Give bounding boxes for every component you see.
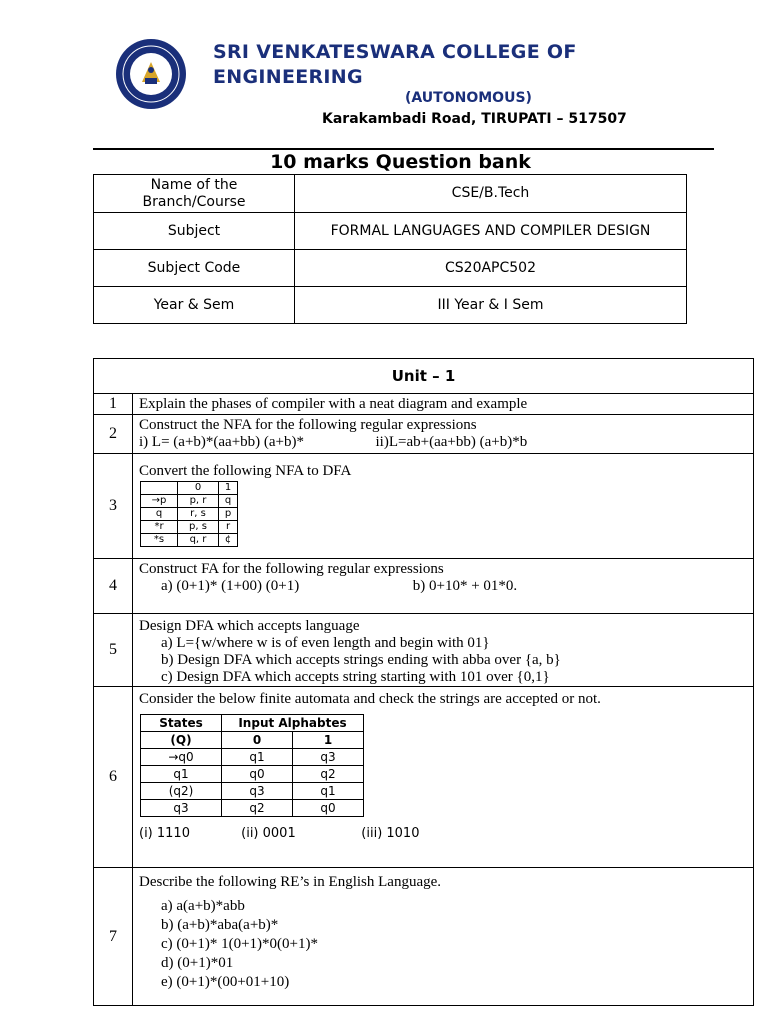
question-cell [133, 454, 754, 559]
fa-cell: q3 [293, 749, 364, 766]
fa-cell: q3 [222, 783, 293, 800]
list-item: a) L={w/where w is of even length and begin with 01} [161, 635, 490, 651]
question-row [94, 687, 754, 868]
nfa-cell: r [219, 521, 238, 534]
expression-b: b) 0+10* + 01*0. [412, 578, 518, 594]
question-row [94, 454, 754, 559]
list-item: d) (0+1)*01 [161, 955, 234, 971]
info-value: CSE/B.Tech [295, 175, 687, 213]
question-text: Construct FA for the following regular expressions [139, 561, 444, 577]
question-number: 7 [94, 868, 133, 1006]
list-item: e) (0+1)*(00+01+10) [161, 974, 290, 990]
question-row [94, 614, 754, 687]
info-row [94, 250, 687, 287]
question-text: Consider the below finite automata and check the strings are accepted or not. [139, 691, 601, 707]
question-number: 6 [94, 687, 133, 868]
question-cell [133, 868, 754, 1006]
fa-cell: q0 [293, 800, 364, 817]
fa-header-states: States [141, 715, 222, 732]
fa-cell: q2 [222, 800, 293, 817]
nfa-state: q [141, 508, 178, 521]
info-key: Name of the Branch/Course [94, 175, 295, 213]
nfa-state: *r [141, 521, 178, 534]
nfa-cell: q, r [178, 534, 219, 547]
test-string: (ii) 0001 [241, 826, 296, 841]
fa-state: →q0 [141, 749, 222, 766]
question-number: 5 [94, 614, 133, 687]
nfa-header-cell [141, 482, 178, 495]
question-cell [133, 614, 754, 687]
unit-questions-table [93, 358, 754, 1006]
fa-cell: q1 [222, 749, 293, 766]
nfa-cell: ¢ [219, 534, 238, 547]
course-info-table [93, 174, 687, 324]
autonomous-label: (AUTONOMOUS) [405, 90, 532, 106]
test-strings [139, 825, 753, 842]
fa-cell: q2 [293, 766, 364, 783]
question-row [94, 415, 754, 454]
nfa-cell: p [219, 508, 238, 521]
question-text: Construct the NFA for the following regular expressions [139, 417, 477, 433]
info-value: III Year & I Sem [295, 287, 687, 324]
test-string: (iii) 1010 [361, 826, 420, 841]
question-cell [133, 559, 754, 614]
fa-transition-table [140, 714, 364, 817]
fa-state: (q2) [141, 783, 222, 800]
question-number: 2 [94, 415, 133, 454]
list-item: a) a(a+b)*abb [161, 898, 245, 914]
nfa-cell: q [219, 495, 238, 508]
info-key: Year & Sem [94, 287, 295, 324]
question-text: Explain the phases of compiler with a neat diagram and example [133, 394, 754, 415]
fa-state: q3 [141, 800, 222, 817]
fa-header-q: (Q) [141, 732, 222, 749]
question-number: 4 [94, 559, 133, 614]
nfa-cell: p, s [178, 521, 219, 534]
info-value: FORMAL LANGUAGES AND COMPILER DESIGN [295, 213, 687, 250]
fa-state: q1 [141, 766, 222, 783]
expression-a: a) (0+1)* (1+00) (0+1) [161, 578, 300, 594]
question-row [94, 394, 754, 415]
info-key: Subject [94, 213, 295, 250]
question-number: 3 [94, 454, 133, 559]
question-cell [133, 687, 754, 868]
nfa-cell: r, s [178, 508, 219, 521]
info-row [94, 175, 687, 213]
nfa-state: →p [141, 495, 178, 508]
info-row [94, 213, 687, 250]
list-item: c) (0+1)* 1(0+1)*0(0+1)* [161, 936, 319, 952]
header-divider [93, 148, 714, 150]
expression-i: i) L= (a+b)*(aa+bb) (a+b)* [139, 434, 305, 450]
nfa-transition-table [140, 481, 238, 547]
college-name: SRI VENKATESWARA COLLEGE OF ENGINEERING [213, 41, 577, 88]
college-logo-seal [115, 38, 187, 110]
info-value: CS20APC502 [295, 250, 687, 287]
test-string: (i) 1110 [139, 826, 190, 841]
nfa-state: *s [141, 534, 178, 547]
list-item: b) (a+b)*aba(a+b)* [161, 917, 279, 933]
fa-cell: q0 [222, 766, 293, 783]
question-number: 1 [94, 394, 133, 415]
nfa-cell: p, r [178, 495, 219, 508]
list-item: c) Design DFA which accepts string starting with 101 over {0,1} [161, 669, 550, 685]
info-row [94, 287, 687, 324]
question-cell [133, 415, 754, 454]
question-text: Convert the following NFA to DFA [139, 463, 352, 479]
nfa-header-cell: 0 [178, 482, 219, 495]
question-row [94, 868, 754, 1006]
fa-cell: q1 [293, 783, 364, 800]
fa-col-0: 0 [222, 732, 293, 749]
page-title: 10 marks Question bank [270, 151, 531, 173]
question-text: Describe the following RE’s in English Language. [139, 874, 442, 890]
college-address: Karakambadi Road, TIRUPATI – 517507 [322, 111, 627, 127]
list-item: b) Design DFA which accepts strings ending with abba over {a, b} [161, 652, 561, 668]
info-key: Subject Code [94, 250, 295, 287]
nfa-header-cell: 1 [219, 482, 238, 495]
fa-col-1: 1 [293, 732, 364, 749]
question-row [94, 559, 754, 614]
question-text: Design DFA which accepts language [139, 618, 360, 634]
unit-title: Unit – 1 [94, 359, 754, 394]
fa-header-inputs: Input Alphabtes [222, 715, 364, 732]
expression-ii: ii)L=ab+(aa+bb) (a+b)*b [375, 434, 528, 450]
